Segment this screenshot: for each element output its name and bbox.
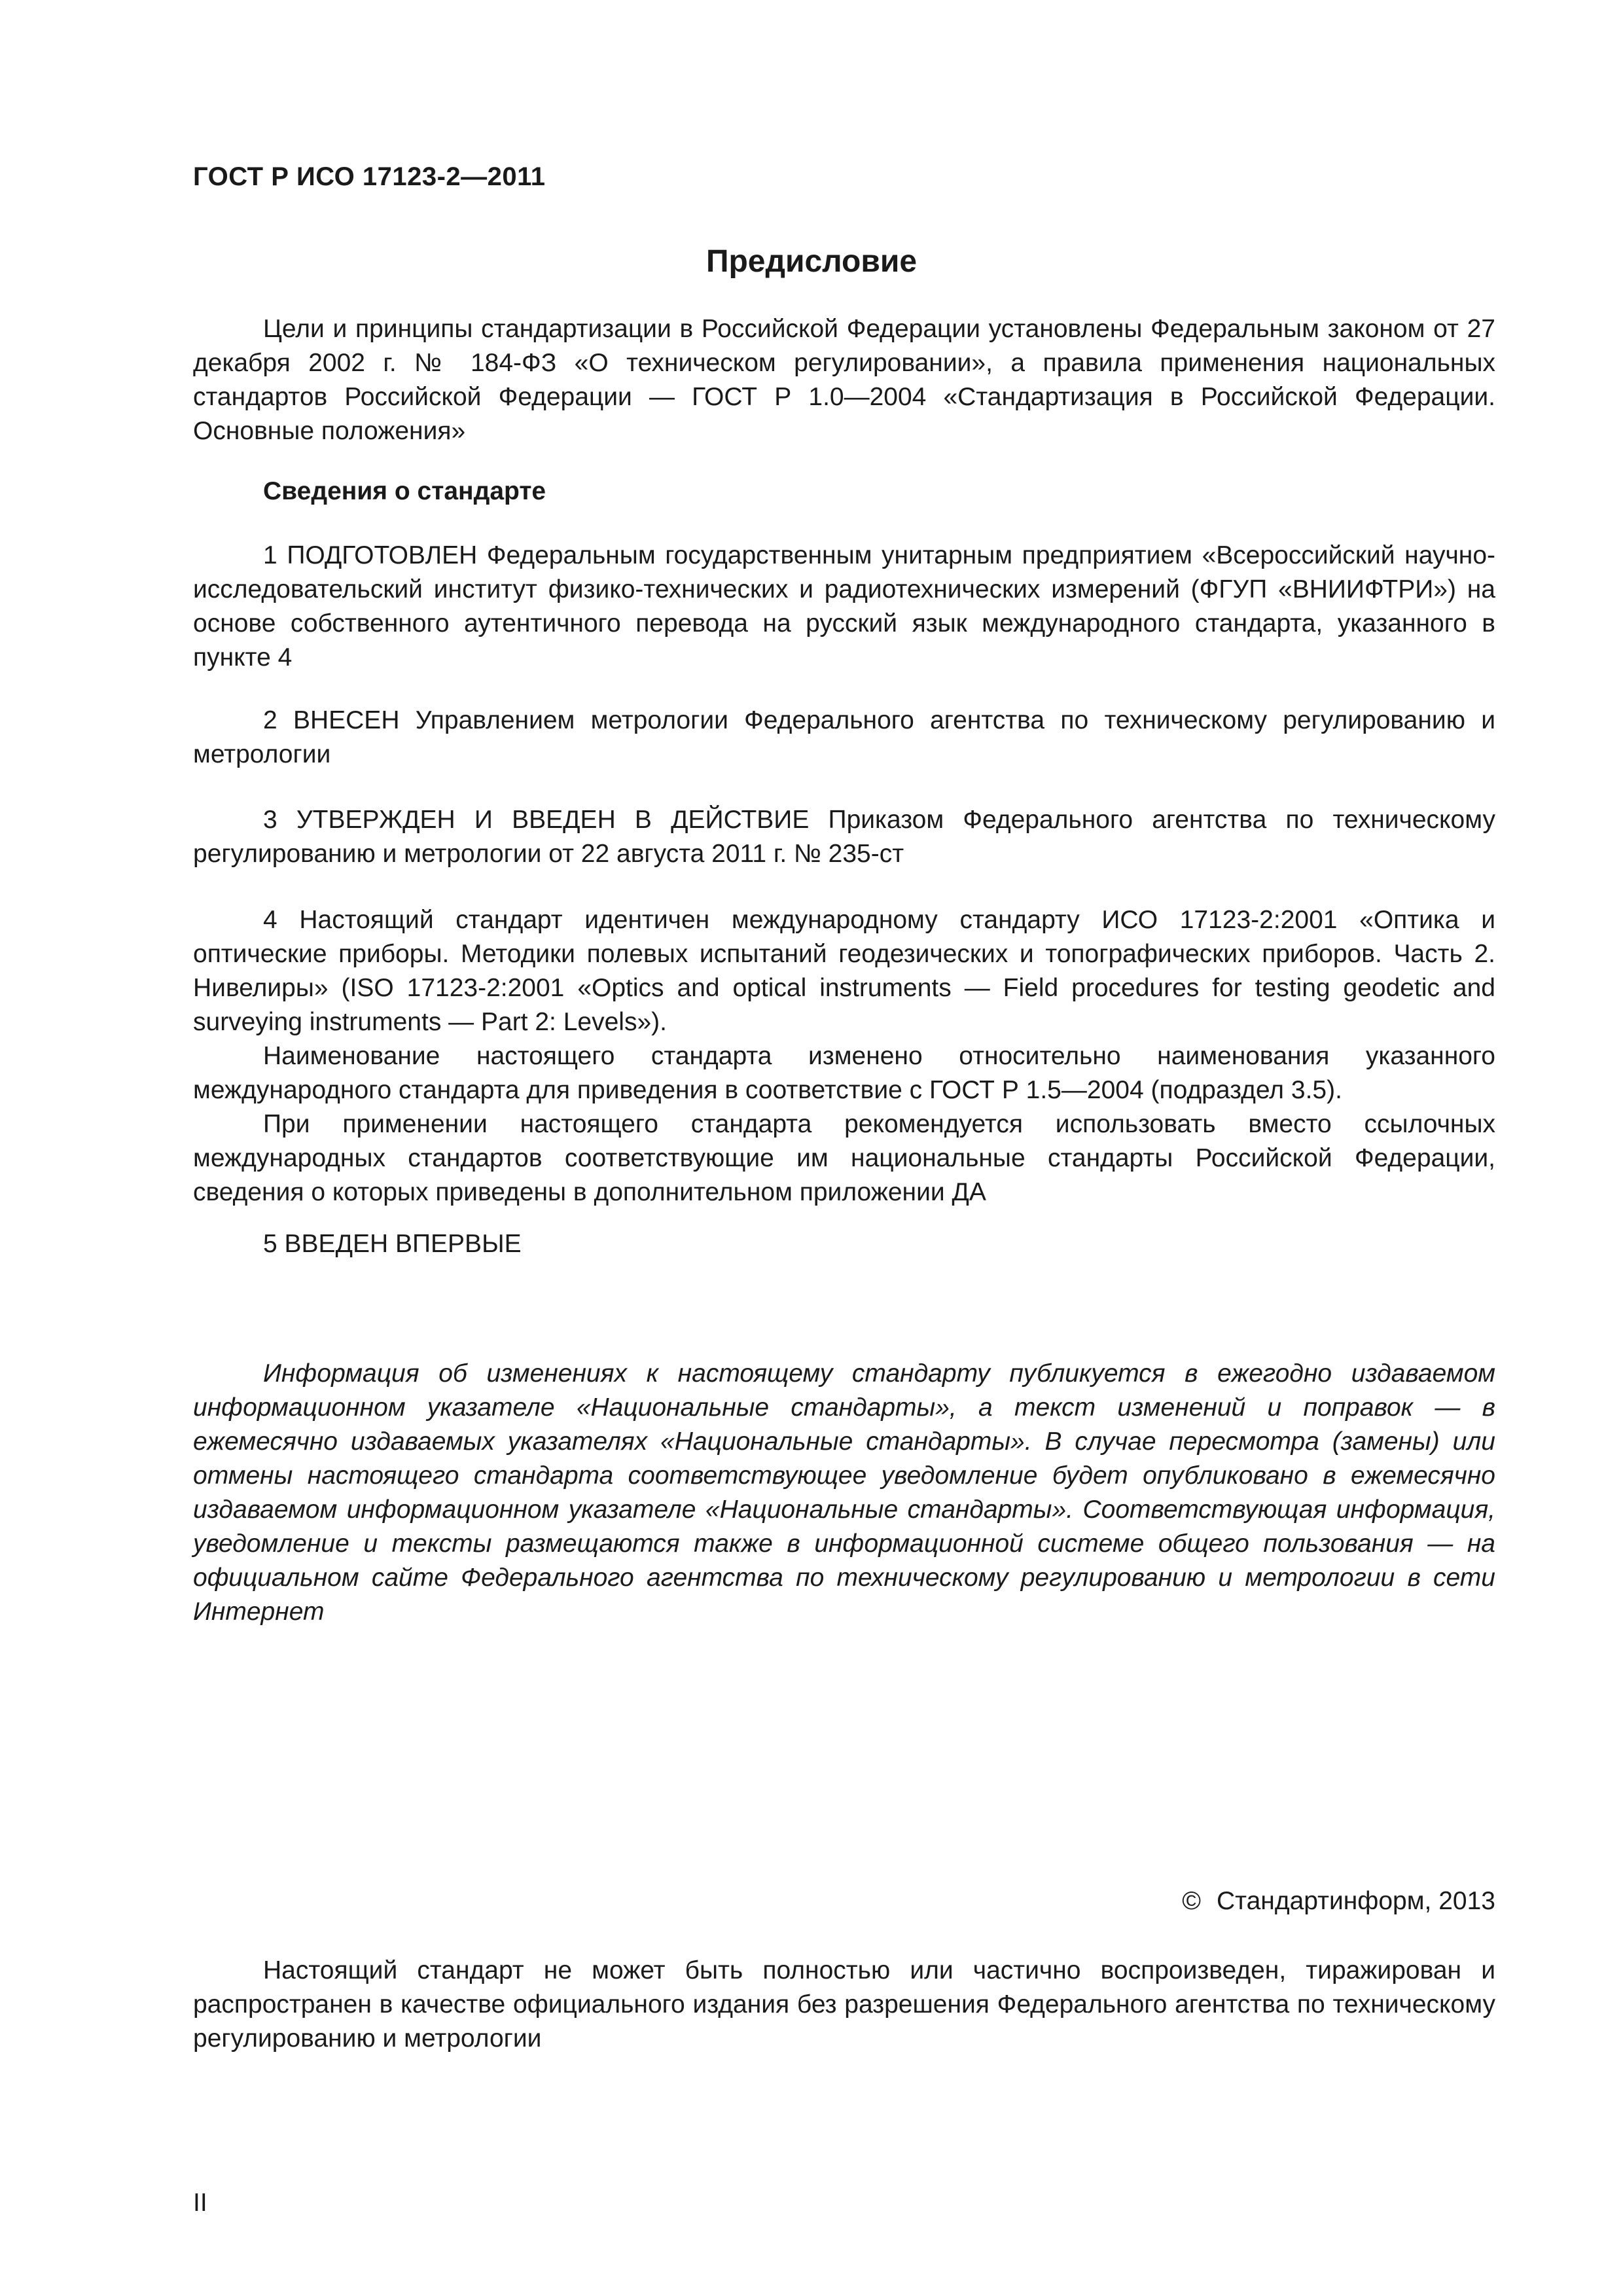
info-item-4-paragraph: При применении настоящего стандарта рекомендуется использовать вместо ссылочных международных стандартов соответствующие им национальные стандарты Российской Федерации, сведения о которых приведены в дополнительном приложении ДА: [193, 1110, 1495, 1206]
preface-intro: Цели и принципы стандартизации в Российской Федерации установлены Федеральным законом от 27 декабря 2002 г. № 184-ФЗ «О техническом регулировании», а правила применения национальных стандартов Российской Федерации — ГОСТ Р 1.0—2004 «Стандартизация в Российской Федерации. Основные положения»: [193, 315, 1495, 445]
info-item-4: [193, 903, 1495, 1210]
copyright-icon: ©: [1182, 1887, 1201, 1915]
copyright-line: [1182, 1887, 1495, 1916]
info-item-4-paragraph: Наименование настоящего стандарта изменено относительно наименования указанного международного стандарта для приведения в соответствие с ГОСТ Р 1.5—2004 (подраздел 3.5).: [193, 1042, 1495, 1104]
amendments-notice: Информация об изменениях к настоящему стандарту публикуется в ежегодно издаваемом информационном указателе «Национальные стандарты», а текст изменений и поправок — в ежемесячно издаваемых указателях «Национальные стандарты». В случае пересмотра (замены) или отмены настоящего стандарта соответствующее уведомление будет опубликовано в ежемесячно издаваемом информационном указателе «Национальные стандарты». Соответствующая информация, уведомление и тексты размещаются также в информационной системе общего пользования — на официальном сайте Федерального агентства по техническому регулированию и метрологии в сети Интернет: [193, 1359, 1495, 1626]
info-item-2: 2 ВНЕСЕН Управлением метрологии Федерального агентства по техническому регулированию и метрологии: [193, 706, 1495, 768]
copyright-text: Стандартинформ, 2013: [1217, 1887, 1495, 1915]
info-item-5: 5 ВВЕДЕН ВПЕРВЫЕ: [263, 1230, 522, 1258]
info-item-4-paragraph: 4 Настоящий стандарт идентичен международному стандарту ИСО 17123-2:2001 «Оптика и оптические приборы. Методики полевых испытаний геодезических и топографических приборов. Часть 2. Нивелиры» (ISO 17123-2:2001 «Optics and optical instruments — Field procedures for testing geodetic and surveying instruments — Part 2: Levels»).: [193, 906, 1495, 1036]
info-item-3: 3 УТВЕРЖДЕН И ВВЕДЕН В ДЕЙСТВИЕ Приказом Федерального агентства по техническому регулированию и метрологии от 22 августа 2011 г. № 235-ст: [193, 806, 1495, 868]
info-item-1: 1 ПОДГОТОВЛЕН Федеральным государственным унитарным предприятием «Всероссийский научно-исследовательский институт физико-технических и радиотехнических измерений (ФГУП «ВНИИФТРИ») на основе собственного аутентичного перевода на русский язык международного стандарта, указанного в пункте 4: [193, 541, 1495, 672]
page-number: II: [193, 2189, 207, 2217]
section-title: Предисловие: [705, 244, 918, 279]
reproduction-notice: Настоящий стандарт не может быть полностью или частично воспроизведен, тиражирован и распространен в качестве официального издания без разрешения Федерального агентства по техническому регулированию и метрологии: [193, 1956, 1495, 2053]
info-heading: Сведения о стандарте: [263, 477, 546, 505]
document-code: ГОСТ Р ИСО 17123-2—2011: [193, 162, 546, 191]
